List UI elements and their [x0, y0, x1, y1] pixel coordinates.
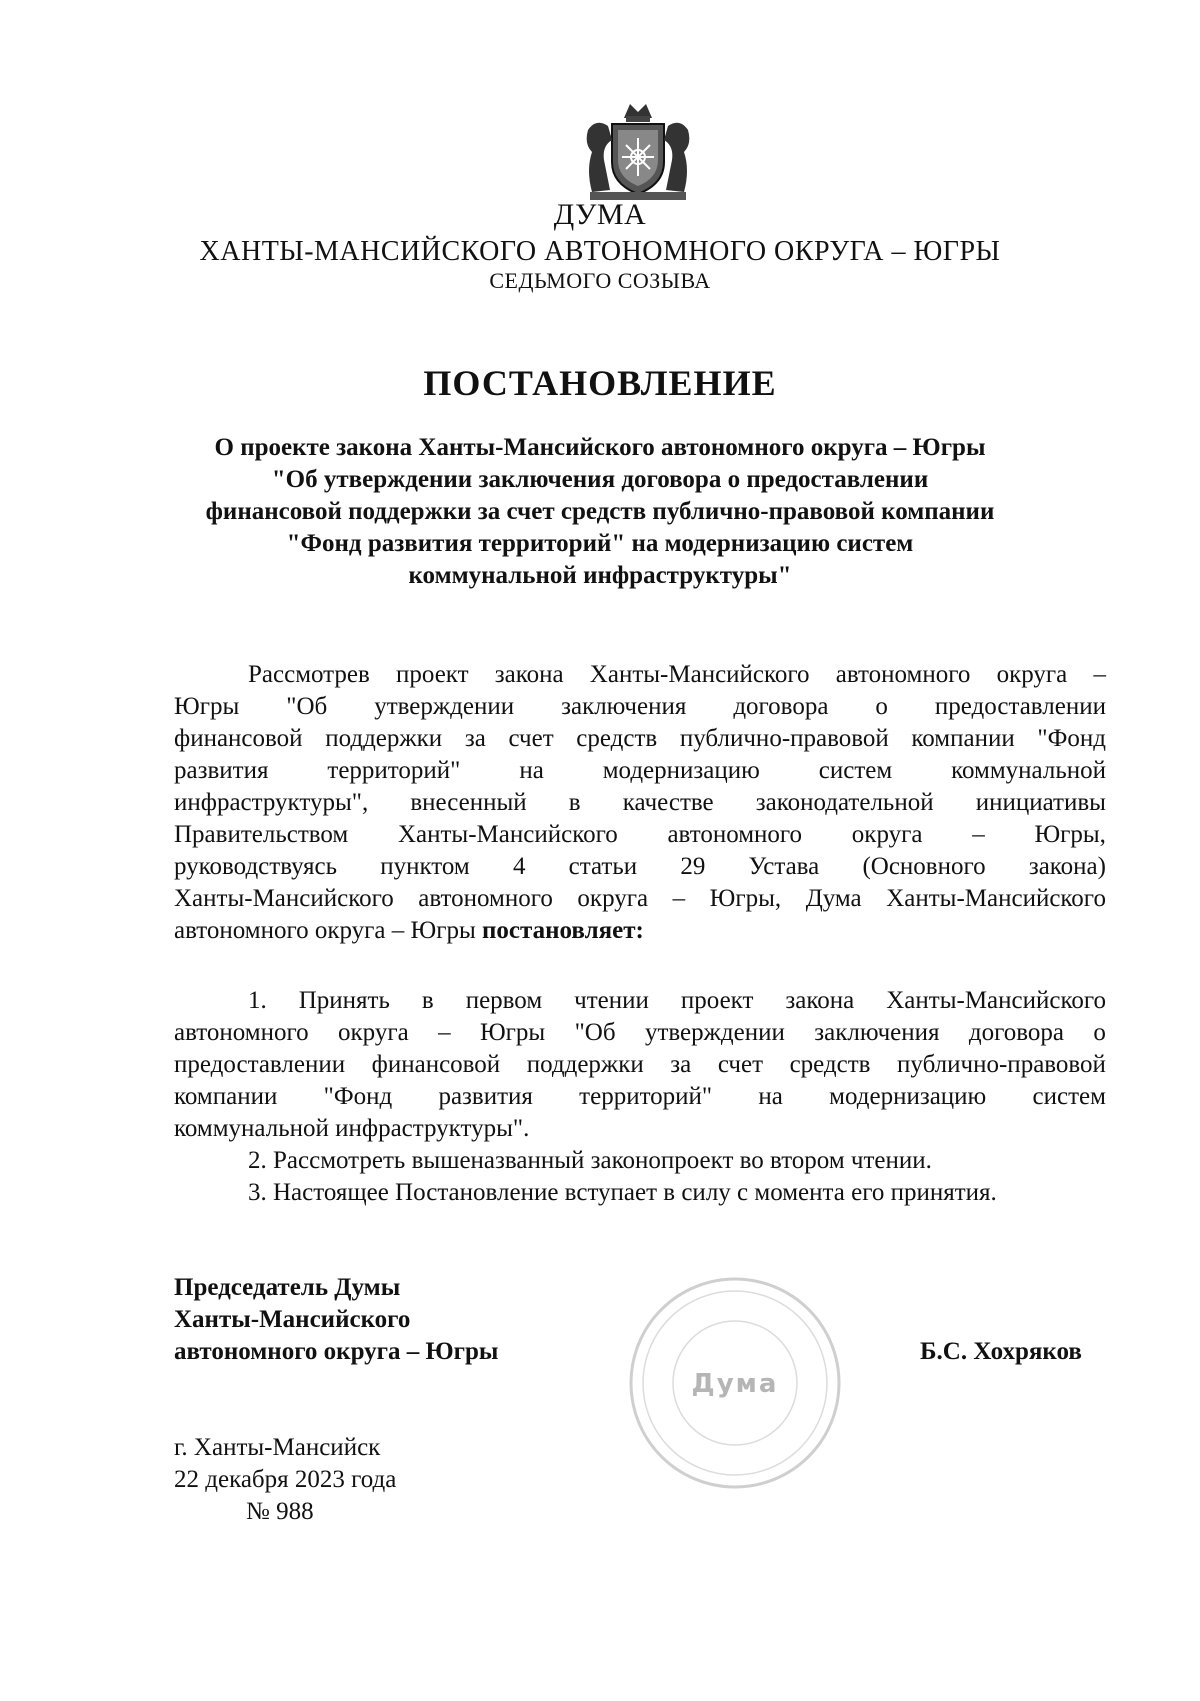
word: округа — [851, 821, 923, 848]
word: автономного — [418, 885, 553, 912]
word: "Об — [574, 1019, 616, 1046]
word: округа — [577, 885, 649, 912]
word: статьи — [568, 853, 638, 880]
word: развития — [438, 1083, 533, 1110]
word: договора — [733, 693, 829, 720]
word: систем — [818, 757, 893, 784]
word: Югры, — [1034, 821, 1106, 848]
word: инициативы — [975, 789, 1106, 816]
word: поддержки — [526, 1051, 644, 1078]
word: проект — [680, 987, 754, 1014]
preamble-line — [174, 755, 1106, 787]
word: внесенный — [410, 789, 527, 816]
word: публично-правовой — [897, 1051, 1106, 1078]
issue-details — [174, 1432, 396, 1528]
word: за — [670, 1051, 692, 1078]
word: на — [519, 757, 544, 784]
word: счет — [717, 1051, 764, 1078]
word: – — [438, 1019, 451, 1046]
preamble-line — [174, 787, 1106, 819]
word: чтении — [574, 987, 649, 1014]
word: развития — [174, 757, 269, 784]
word: качестве — [622, 789, 714, 816]
word: – — [672, 885, 686, 912]
org-region: ХАНТЫ-МАНСИЙСКОГО АВТОНОМНОГО ОКРУГА – ЮГРЫ — [199, 236, 1001, 267]
word: предоставлении — [174, 1051, 346, 1078]
issue-city: г. Ханты-Мансийск — [174, 1434, 381, 1461]
org-name: ДУМА — [553, 198, 647, 231]
word: заключения — [814, 1019, 940, 1046]
word: территорий" — [327, 757, 461, 784]
coat-of-arms-icon — [582, 100, 694, 204]
word: Ханты-Мансийского — [397, 821, 618, 848]
word: инфраструктуры", — [174, 789, 369, 816]
word: 4 — [512, 853, 526, 880]
item-1-line — [174, 1081, 1106, 1113]
word: Ханты-Мансийского — [589, 661, 810, 688]
word: – — [1093, 661, 1106, 688]
resolves-keyword: постановляет: — [482, 917, 644, 944]
preamble-line — [174, 851, 1106, 883]
word: предоставлении — [934, 693, 1106, 720]
item-1-line — [248, 985, 1106, 1017]
word: в — [421, 987, 434, 1014]
word: Югры — [479, 1019, 546, 1046]
preamble-line — [174, 691, 1106, 723]
word: о — [1093, 1019, 1106, 1046]
word: поддержки — [325, 725, 443, 752]
word: о — [875, 693, 888, 720]
word: Ханты-Мансийского — [174, 885, 394, 912]
word: законодательной — [755, 789, 934, 816]
word: публично-правовой — [679, 725, 889, 752]
word: проект — [396, 661, 469, 688]
word: закона — [785, 987, 855, 1014]
word: компании — [911, 725, 1015, 752]
word: Устава — [748, 853, 820, 880]
word: средств — [789, 1051, 871, 1078]
word: Югры, — [709, 885, 782, 912]
word: Рассмотрев — [248, 661, 370, 688]
signatory-position — [174, 1272, 498, 1368]
word: (Основного — [862, 853, 986, 880]
word: руководствуясь — [174, 853, 338, 880]
word: утверждении — [644, 1019, 785, 1046]
word: модернизацию — [829, 1083, 987, 1110]
preamble-last-line — [174, 915, 1106, 947]
word: "Об — [286, 693, 328, 720]
issue-date: 22 декабря 2023 года — [174, 1466, 397, 1493]
item-1-line — [174, 1017, 1106, 1049]
signatory-position-line: Ханты-Мансийского — [174, 1306, 411, 1333]
signatory-name: Б.С. Хохряков — [920, 1338, 1082, 1365]
word: Дума — [805, 885, 862, 912]
word: систем — [1032, 1083, 1106, 1110]
word: закона — [494, 661, 564, 688]
word: Принять — [298, 987, 390, 1014]
word: пунктом — [380, 853, 470, 880]
signatory-position-line: Председатель Думы — [174, 1274, 401, 1301]
document-type: ПОСТАНОВЛЕНИЕ — [423, 363, 777, 403]
word: средств — [576, 725, 658, 752]
item-3: 3. Настоящее Постановление вступает в силу с момента его принятия. — [248, 1179, 997, 1206]
word: коммунальной — [951, 757, 1106, 784]
document-number: № 988 — [246, 1498, 314, 1525]
title-line: "Фонд развития территорий" на модернизацию систем — [286, 530, 914, 557]
preamble-line — [174, 819, 1106, 851]
word: автономного — [667, 821, 803, 848]
word: договора — [968, 1019, 1064, 1046]
word: финансовой — [371, 1051, 501, 1078]
title-line: коммунальной инфраструктуры" — [408, 562, 792, 589]
title-line: О проекте закона Ханты-Мансийского автономного округа – Югры — [214, 434, 986, 461]
word: утверждении — [374, 693, 515, 720]
word: округа — [996, 661, 1068, 688]
word: компании — [174, 1083, 278, 1110]
official-seal — [626, 1274, 844, 1492]
preamble-line — [174, 723, 1106, 755]
word: территорий" — [579, 1083, 713, 1110]
word: счет — [508, 725, 554, 752]
signatory-position-line: автономного округа – Югры — [174, 1338, 499, 1365]
seal-text: Дума — [691, 1369, 779, 1399]
convocation: СЕДЬМОГО СОЗЫВА — [489, 268, 711, 293]
item-1-line — [174, 1049, 1106, 1081]
word: автономного — [174, 1019, 309, 1046]
word: Ханты-Мансийского — [886, 987, 1106, 1014]
word: за — [464, 725, 486, 752]
word: Ханты-Мансийского — [886, 885, 1106, 912]
word: закона) — [1028, 853, 1106, 880]
word: Югры — [174, 693, 240, 720]
word: заключения — [561, 693, 687, 720]
word: 29 — [680, 853, 706, 880]
word: автономного — [835, 661, 971, 688]
word: в — [568, 789, 581, 816]
word: первом — [465, 987, 543, 1014]
document-title — [0, 432, 1200, 592]
preamble-last-text: автономного округа – Югры — [174, 917, 476, 944]
title-line: "Об утверждении заключения договора о предоставлении — [271, 466, 929, 493]
preamble-line — [248, 659, 1106, 691]
word: модернизацию — [602, 757, 760, 784]
preamble-line — [174, 883, 1106, 915]
word: финансовой — [174, 725, 303, 752]
word: 1. — [248, 987, 267, 1014]
word: "Фонд — [1037, 725, 1106, 752]
word: округа — [338, 1019, 409, 1046]
item-2: 2. Рассмотреть вышеназванный законопроект во втором чтении. — [248, 1147, 932, 1174]
item-1-last-line: коммунальной инфраструктуры". — [174, 1115, 530, 1142]
word: на — [758, 1083, 783, 1110]
title-line: финансовой поддержки за счет средств публично-правовой компании — [205, 498, 995, 525]
word: Правительством — [174, 821, 349, 848]
word: – — [972, 821, 985, 848]
word: "Фонд — [323, 1083, 393, 1110]
